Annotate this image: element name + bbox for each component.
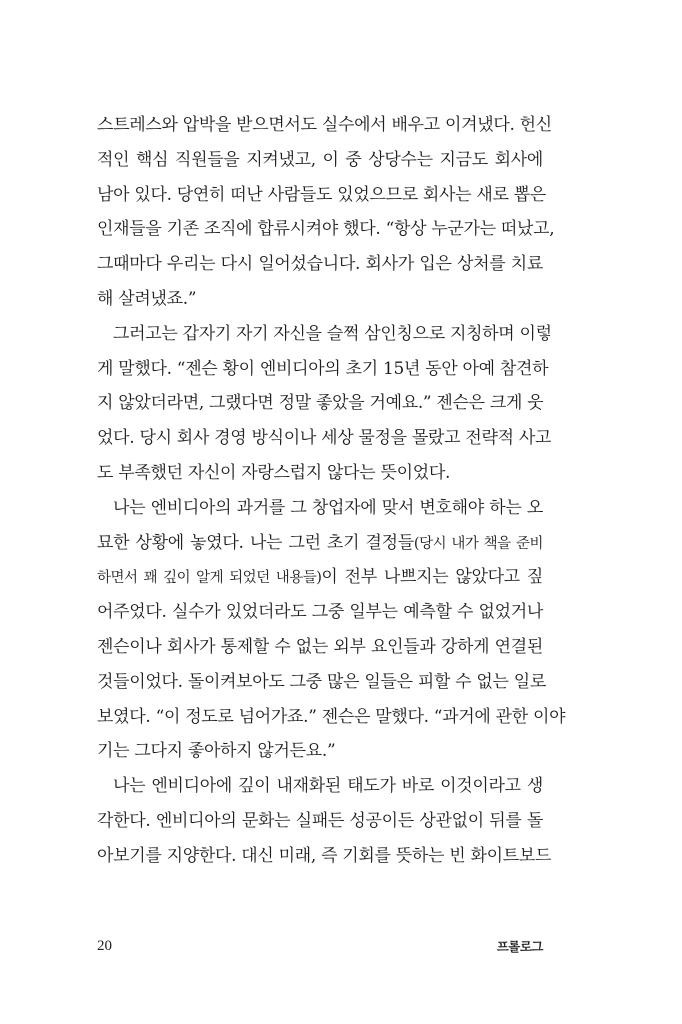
page-number: 20	[97, 937, 112, 954]
text-line: 게 말했다. “젠슨 황이 엔비디아의 초기 15년 동안 아예 참견하	[97, 358, 549, 379]
text-line: 인재들을 기존 조직에 합류시켜야 했다. “항상 누군가는 떠났고,	[97, 219, 555, 240]
text-line: 아보기를 지양한다. 대신 미래, 즉 기회를 뜻하는 빈 화이트보드	[97, 845, 552, 866]
text-segment: 이 전부 나쁘지는 않았다고 짚	[321, 567, 543, 588]
text-line: 각한다. 엔비디아의 문화는 실패든 성공이든 상관없이 뒤를 돌	[97, 810, 543, 831]
parenthetical-text: 하면서 꽤 깊이 알게 되었던 내용들)	[97, 570, 322, 587]
text-line: 것들이었다. 돌이켜보아도 그중 많은 일들은 피할 수 없는 일로	[97, 671, 546, 692]
text-line: 보였다. “이 정도로 넘어가죠.” 젠슨은 말했다. “과거에 관한 이야	[97, 706, 566, 727]
paragraph-start-line: 나는 엔비디아에 깊이 내재화된 태도가 바로 이것이라고 생	[113, 776, 543, 797]
paragraph-start-line: 그러고는 갑자기 자기 자신을 슬쩍 삼인칭으로 지칭하며 이렇	[113, 323, 552, 344]
text-line: 해 살려냈죠.”	[97, 288, 197, 309]
text-line	[97, 560, 543, 595]
text-segment: 묘한 상황에 놓였다. 나는 그런 초기 결정들	[97, 532, 414, 553]
page-footer	[97, 936, 543, 956]
text-line: 도 부족했던 자신이 자랑스럽지 않다는 뜻이었다.	[97, 462, 451, 483]
text-line: 적인 핵심 직원들을 지켜냈고, 이 중 상당수는 지금도 회사에	[97, 149, 543, 170]
parenthetical-text: (당시 내가 책을 준비	[413, 535, 543, 552]
body-text	[97, 108, 566, 874]
text-line: 지 않았더라면, 그랬다면 정말 좋았을 거예요.” 젠슨은 크게 웃	[97, 393, 544, 414]
text-line	[97, 526, 543, 561]
running-head: 프롤로그	[496, 939, 543, 954]
text-line: 스트레스와 압박을 받으면서도 실수에서 배우고 이겨냈다. 헌신	[97, 115, 552, 135]
text-line: 었다. 당시 회사 경영 방식이나 세상 물정을 몰랐고 전략적 사고	[97, 428, 552, 449]
text-line: 그때마다 우리는 다시 일어섰습니다. 회사가 입은 상처를 치료	[97, 254, 543, 275]
text-line: 남아 있다. 당연히 떠난 사람들도 있었으므로 회사는 새로 뽑은	[97, 184, 546, 205]
text-line: 어주었다. 실수가 있었더라도 그중 일부는 예측할 수 없었거나	[97, 602, 543, 623]
text-line: 기는 그다지 좋아하지 않거든요.”	[97, 741, 336, 762]
paragraph-start-line: 나는 엔비디아의 과거를 그 창업자에 맞서 변호해야 하는 오	[113, 497, 543, 518]
text-line: 젠슨이나 회사가 통제할 수 없는 외부 요인들과 강하게 연결된	[97, 636, 543, 657]
